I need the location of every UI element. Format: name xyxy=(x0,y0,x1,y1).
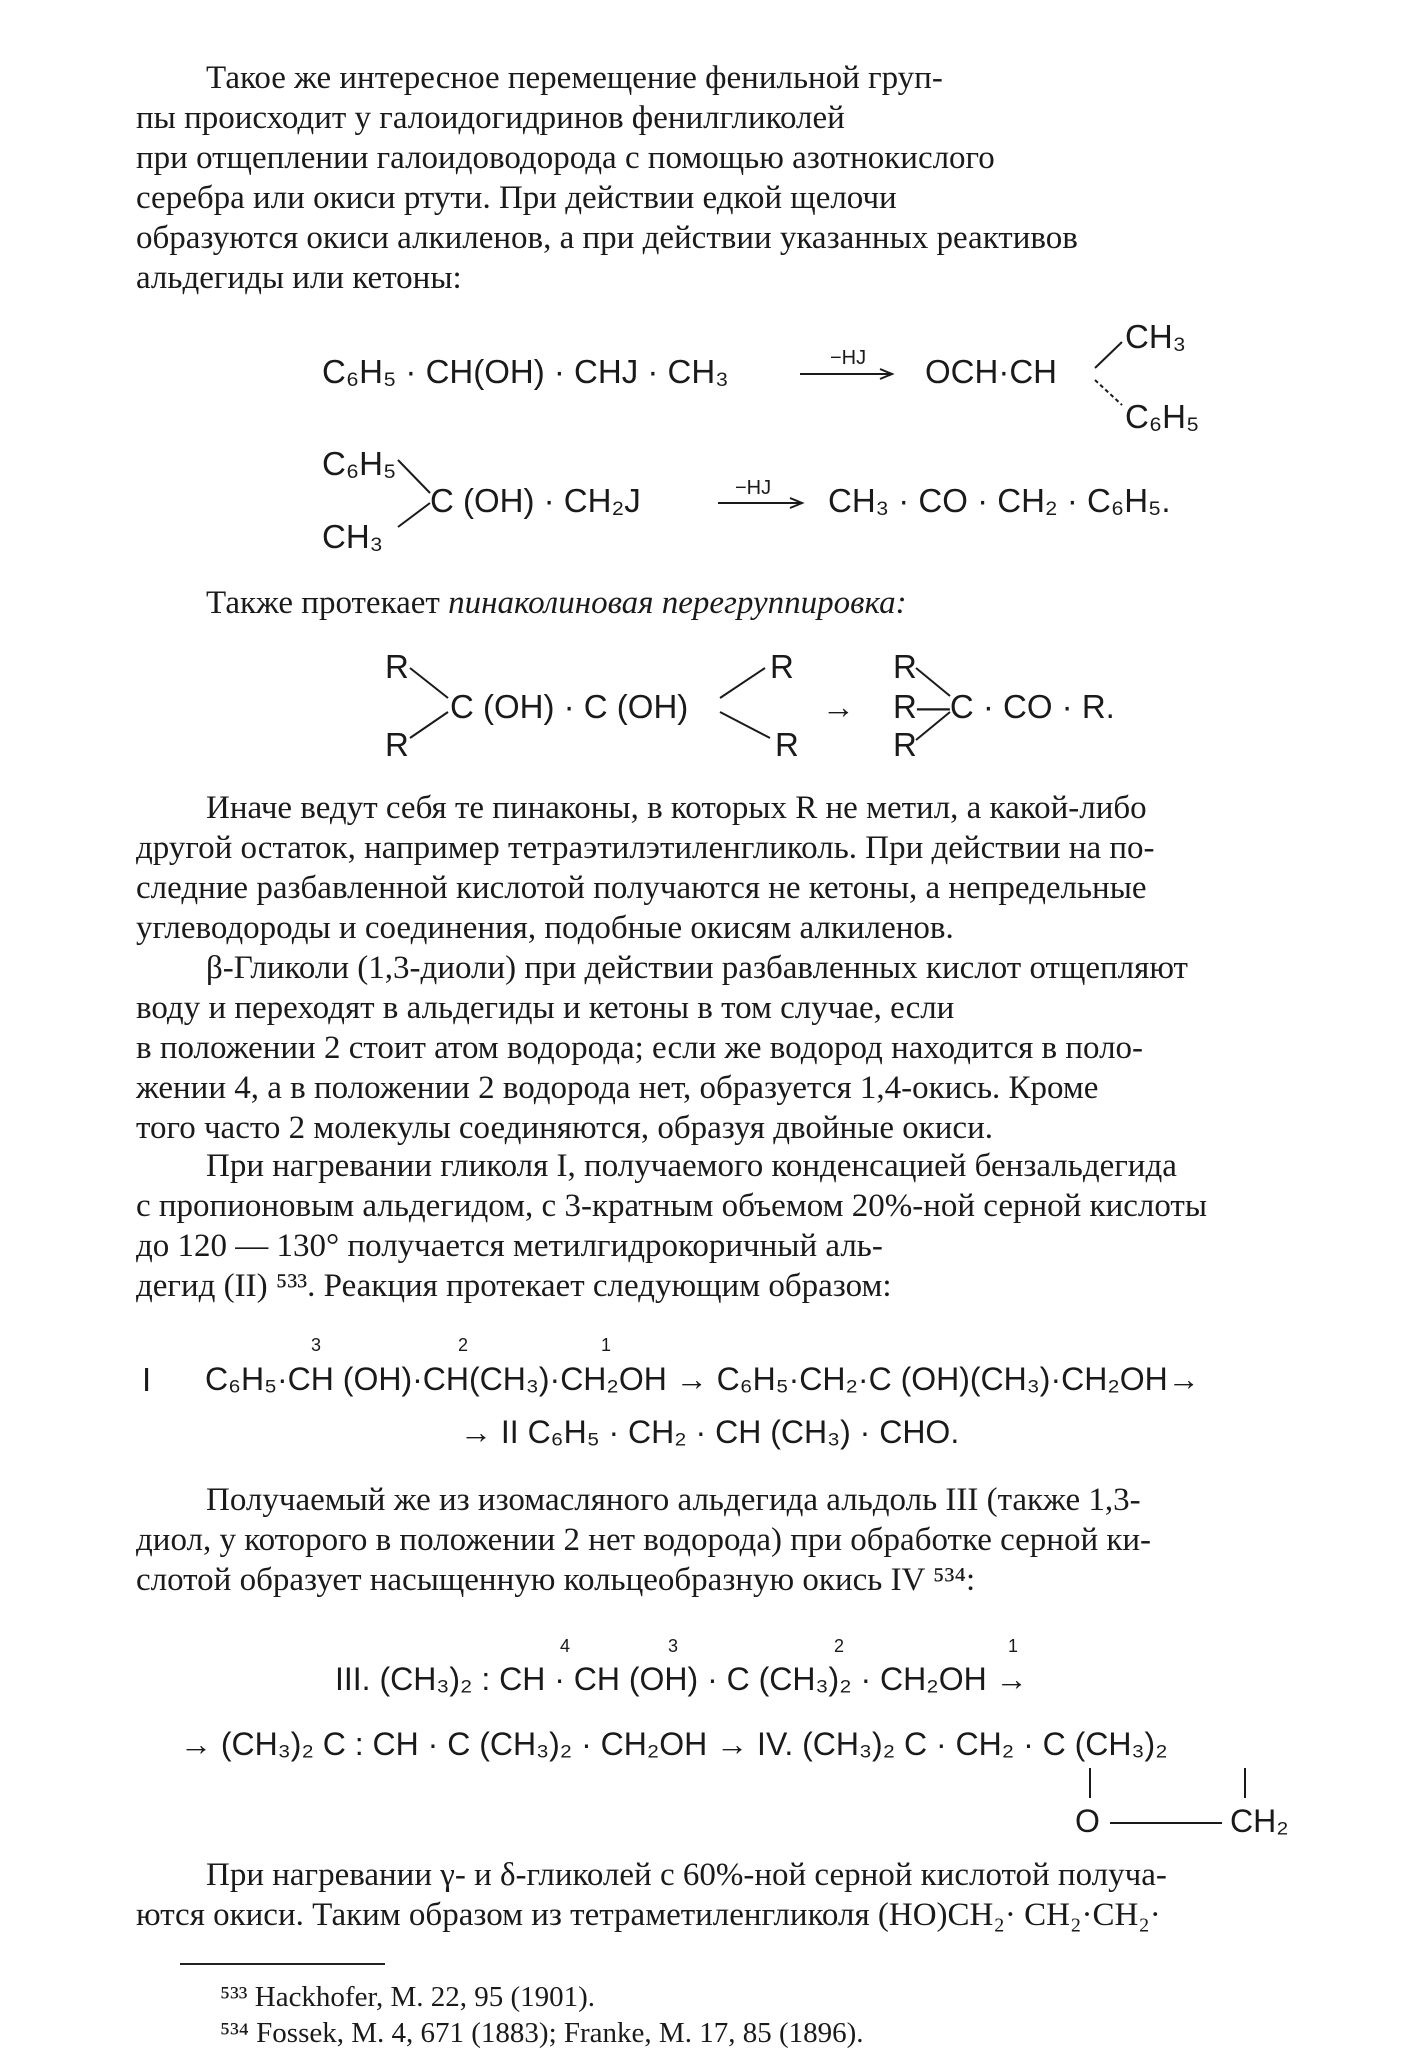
eq3-r: R xyxy=(770,648,794,685)
text-line: до 120 — 130° получается метилгидрокоричный аль- xyxy=(136,1228,883,1264)
paragraph-5 xyxy=(136,1480,1396,1600)
position-number: 1 xyxy=(601,1335,612,1355)
eq4-label: I xyxy=(142,1361,152,1398)
position-number: 3 xyxy=(311,1335,322,1355)
text-line: β-Гликоли (1,3-диоли) при действии разбавленных кислот отщепляют xyxy=(206,950,1188,986)
position-number: 3 xyxy=(668,1636,679,1656)
paragraph-2 xyxy=(136,788,1396,948)
text-line: Иначе ведут себя те пинаконы, в которых R не метил, а какой-либо xyxy=(206,790,1147,826)
footnote-534: ⁵³⁴ Fossek, M. 4, 671 (1883); Franke, M. 17, 85 (1896). xyxy=(220,2017,864,2049)
eq3-product: R—C · CO · R. xyxy=(893,688,1115,725)
text-line: следние разбавленной кислотой получаются не кетоны, а непредельные xyxy=(136,870,1147,906)
eq1-right: OCH·CH xyxy=(925,353,1057,390)
text-line: жении 4, а в положении 2 водорода нет, образуется 1,4-окись. Кроме xyxy=(136,1070,1099,1106)
text-line: другой остаток, например тетраэтилэтиленгликоль. При действии на по- xyxy=(136,830,1155,866)
footnote-rule xyxy=(180,1963,385,1965)
eq3-r: R xyxy=(893,726,917,763)
eq2-arrow-label: −HJ xyxy=(735,477,772,499)
footnote-533: ⁵³³ Hackhofer, M. 22, 95 (1901). xyxy=(220,1981,596,2013)
eq3-r: R xyxy=(775,726,799,763)
text-line: углеводороды и соединения, подобные окисям алкиленов. xyxy=(136,910,954,946)
text-line: того часто 2 молекулы соединяются, образуя двойные окиси. xyxy=(136,1110,993,1146)
eq5-line2: → (CH₃)₂ C : CH · C (CH₃)₂ · CH₂OH → IV. (CH₃)₂ C · CH₂ · C (CH₃)₂ xyxy=(180,1726,1168,1762)
text-line: слотой образует насыщенную кольцеобразную окись IV ⁵³⁴: xyxy=(136,1562,976,1598)
eq5-ring-ch2: CH₂ xyxy=(1230,1803,1289,1839)
eq3-r: R xyxy=(385,726,409,763)
paragraph-4 xyxy=(136,1146,1396,1306)
text-line: Такое же интересное перемещение фенильной груп- xyxy=(206,60,943,96)
eq2-left: C (OH) · CH₂J xyxy=(430,482,641,519)
text-line: При нагревании гликоля I, получаемого конденсацией бензальдегида xyxy=(206,1148,1177,1184)
position-number: 2 xyxy=(834,1636,845,1656)
pinacol-intro-text: Также протекает xyxy=(206,585,440,621)
eq4-line1: C₆H₅·CH (OH)·CH(CH₃)·CH₂OH → C₆H₅·CH₂·C (OH)(CH₃)·CH₂OH→ xyxy=(205,1361,1200,1397)
eq3-arrow: → xyxy=(822,688,855,725)
eq3-r: R xyxy=(385,648,409,685)
text-line: образуются окиси алкиленов, а при действии указанных реактивов xyxy=(136,220,1078,256)
text-line: ются окиси. Таким образом из тетраметиленгликоля (HO)CH₂· CH₂·CH₂· xyxy=(136,1897,1161,1933)
eq3-center: C (OH) · C (OH) xyxy=(450,688,689,725)
pinacol-intro xyxy=(136,583,1396,623)
paragraph-6 xyxy=(136,1855,1396,1935)
position-number: 4 xyxy=(560,1636,571,1656)
paragraph-1 xyxy=(136,58,1396,298)
text-line: при отщеплении галоидоводорода с помощью азотнокислого xyxy=(136,140,995,176)
paragraph-3 xyxy=(136,948,1396,1148)
text-line: диол, у которого в положении 2 нет водорода) при обработке серной ки- xyxy=(136,1522,1152,1558)
eq1-left: C₆H₅ · CH(OH) · CHJ · CH₃ xyxy=(322,353,729,390)
eq2-top: C₆H₅ xyxy=(322,445,397,482)
text-line: воду и переходят в альдегиды и кетоны в том случае, если xyxy=(136,990,955,1026)
position-number: 1 xyxy=(1008,1636,1019,1656)
text-line: серебра или окиси ртути. При действии едкой щелочи xyxy=(136,180,897,216)
text-line: альдегиды или кетоны: xyxy=(136,260,462,296)
eq3-r: R xyxy=(893,648,917,685)
eq1-branch-top: CH₃ xyxy=(1125,318,1187,355)
text-line: дегид (II) ⁵³³. Реакция протекает следующим образом: xyxy=(136,1268,892,1304)
eq5-ring-oxygen: O xyxy=(1075,1803,1100,1839)
eq1-branch-bottom: C₆H₅ xyxy=(1125,398,1200,435)
eq4-line2: → II C₆H₅ · CH₂ · CH (CH₃) · CHO. xyxy=(460,1414,960,1450)
text-line: Получаемый же из изомасляного альдегида альдоль III (также 1,3- xyxy=(206,1482,1141,1518)
eq5-line1: III. (CH₃)₂ : CH · CH (OH) · C (CH₃)₂ · CH₂OH → xyxy=(335,1661,1028,1697)
text-line: с пропионовым альдегидом, с 3-кратным объемом 20%-ной серной кислоты xyxy=(136,1188,1208,1224)
text-line: При нагревании γ- и δ-гликолей с 60%-ной серной кислотой получа- xyxy=(206,1857,1167,1893)
text-line: в положении 2 стоит атом водорода; если же водород находится в поло- xyxy=(136,1030,1144,1066)
text-line: пы происходит у галоидогидринов фенилгликолей xyxy=(136,100,845,136)
eq2-bottom: CH₃ xyxy=(322,518,384,555)
eq2-right: CH₃ · CO · CH₂ · C₆H₅. xyxy=(828,482,1171,519)
position-number: 2 xyxy=(458,1335,469,1355)
eq1-arrow-label: −HJ xyxy=(830,347,867,369)
pinacol-term: пинаколиновая перегруппировка: xyxy=(448,585,907,621)
